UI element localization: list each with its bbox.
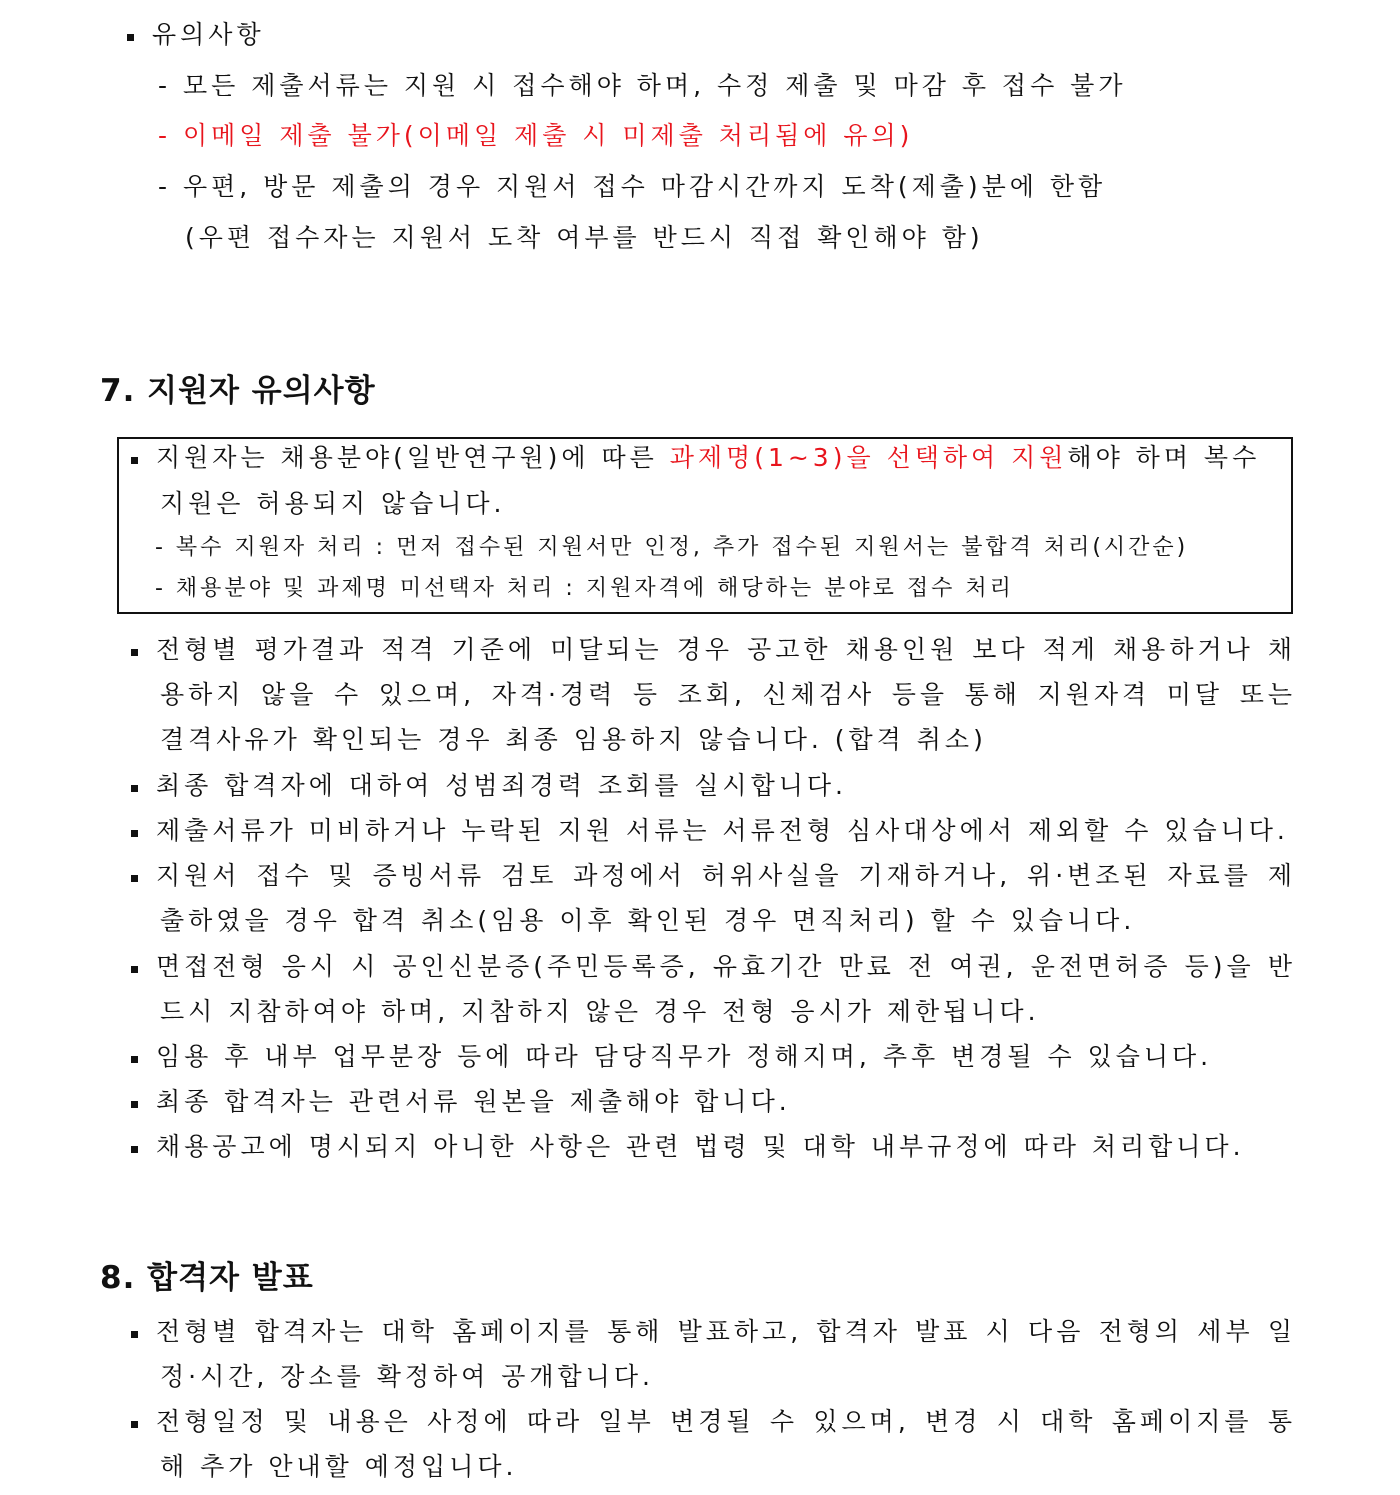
notes-title: 유의사항 [152,20,265,49]
bullet-marker [131,649,138,656]
bullet-line: 채용공고에 명시되지 아니한 사항은 관련 법령 및 대학 내부규정에 따라 처리합니다. [156,1132,1245,1161]
notes-item: - 우편, 방문 제출의 경우 지원서 접수 마감시간까지 도착(제출)분에 한함 [158,172,1107,201]
box-line [156,443,1260,473]
bullet-line: 최종 합격자는 관련서류 원본을 제출해야 합니다. [156,1087,791,1116]
box-sub-item: - 복수 지원자 처리 : 먼저 접수된 지원서만 인정, 추가 접수된 지원서는 불합격 처리(시간순) [155,535,1189,560]
bullet-line: 전형별 합격자는 대학 홈페이지를 통해 발표하고, 합격자 발표 시 다음 전형의 세부 일 [156,1317,1296,1346]
bullet-line: 면접전형 응시 시 공인신분증(주민등록증, 유효기간 만료 전 여권, 운전면허증 등)을 반 [156,952,1296,981]
bullet-marker [127,34,134,41]
bullet-marker [131,785,138,792]
bullet-line: 최종 합격자에 대하여 성범죄경력 조회를 실시합니다. [156,771,847,800]
bullet-marker [131,1146,138,1153]
bullet-marker [131,830,138,837]
bullet-marker [131,1101,138,1108]
box-sub-item: - 채용분야 및 과제명 미선택자 처리 : 지원자격에 해당하는 분야로 접수 처리 [155,576,1014,601]
box-highlight-text: 과제명(1~3)을 선택하여 지원 [669,443,1068,472]
bullet-line: 제출서류가 미비하거나 누락된 지원 서류는 서류전형 심사대상에서 제외할 수 있습니다. [156,816,1289,845]
section-heading: 8. 합격자 발표 [100,1260,314,1296]
bullet-line: 정·시간, 장소를 확정하여 공개합니다. [160,1362,654,1391]
bullet-line: 전형일정 및 내용은 사정에 따라 일부 변경될 수 있으며, 변경 시 대학 홈페이지를 통 [156,1407,1296,1436]
bullet-marker [131,457,138,464]
bullet-line: 해 추가 안내할 예정입니다. [160,1452,518,1481]
box-text: 해야 하며 복수 [1067,443,1261,472]
box-line: 지원은 허용되지 않습니다. [160,489,506,518]
bullet-line: 전형별 평가결과 적격 기준에 미달되는 경우 공고한 채용인원 보다 적게 채용하거나 채 [156,635,1296,664]
bullet-line: 용하지 않을 수 있으며, 자격·경력 등 조회, 신체검사 등을 통해 지원자격 미달 또는 [160,680,1296,709]
section-heading: 7. 지원자 유의사항 [100,373,376,409]
bullet-marker [131,1331,138,1338]
bullet-line: 임용 후 내부 업무분장 등에 따라 담당직무가 정해지며, 추후 변경될 수 있습니다. [156,1042,1213,1071]
bullet-marker [131,966,138,973]
bullet-line: 지원서 접수 및 증빙서류 검토 과정에서 허위사실을 기재하거나, 위·변조된 자료를 제 [156,861,1296,890]
notes-item: (우편 접수자는 지원서 도착 여부를 반드시 직접 확인해야 함) [185,223,984,252]
notes-item-warning: - 이메일 제출 불가(이메일 제출 시 미제출 처리됨에 유의) [158,121,914,150]
bullet-marker [131,1056,138,1063]
box-text: 지원자는 채용분야(일반연구원)에 따른 [156,443,670,472]
bullet-line: 드시 지참하여야 하며, 지참하지 않은 경우 전형 응시가 제한됩니다. [160,997,1040,1026]
bullet-marker [131,1421,138,1428]
bullet-marker [131,875,138,882]
bullet-line: 결격사유가 확인되는 경우 최종 임용하지 않습니다. (합격 취소) [160,725,987,754]
bullet-line: 출하였을 경우 합격 취소(임용 이후 확인된 경우 면직처리) 할 수 있습니다. [160,906,1136,935]
notes-item: - 모든 제출서류는 지원 시 접수해야 하며, 수정 제출 및 마감 후 접수 불가 [158,71,1127,100]
